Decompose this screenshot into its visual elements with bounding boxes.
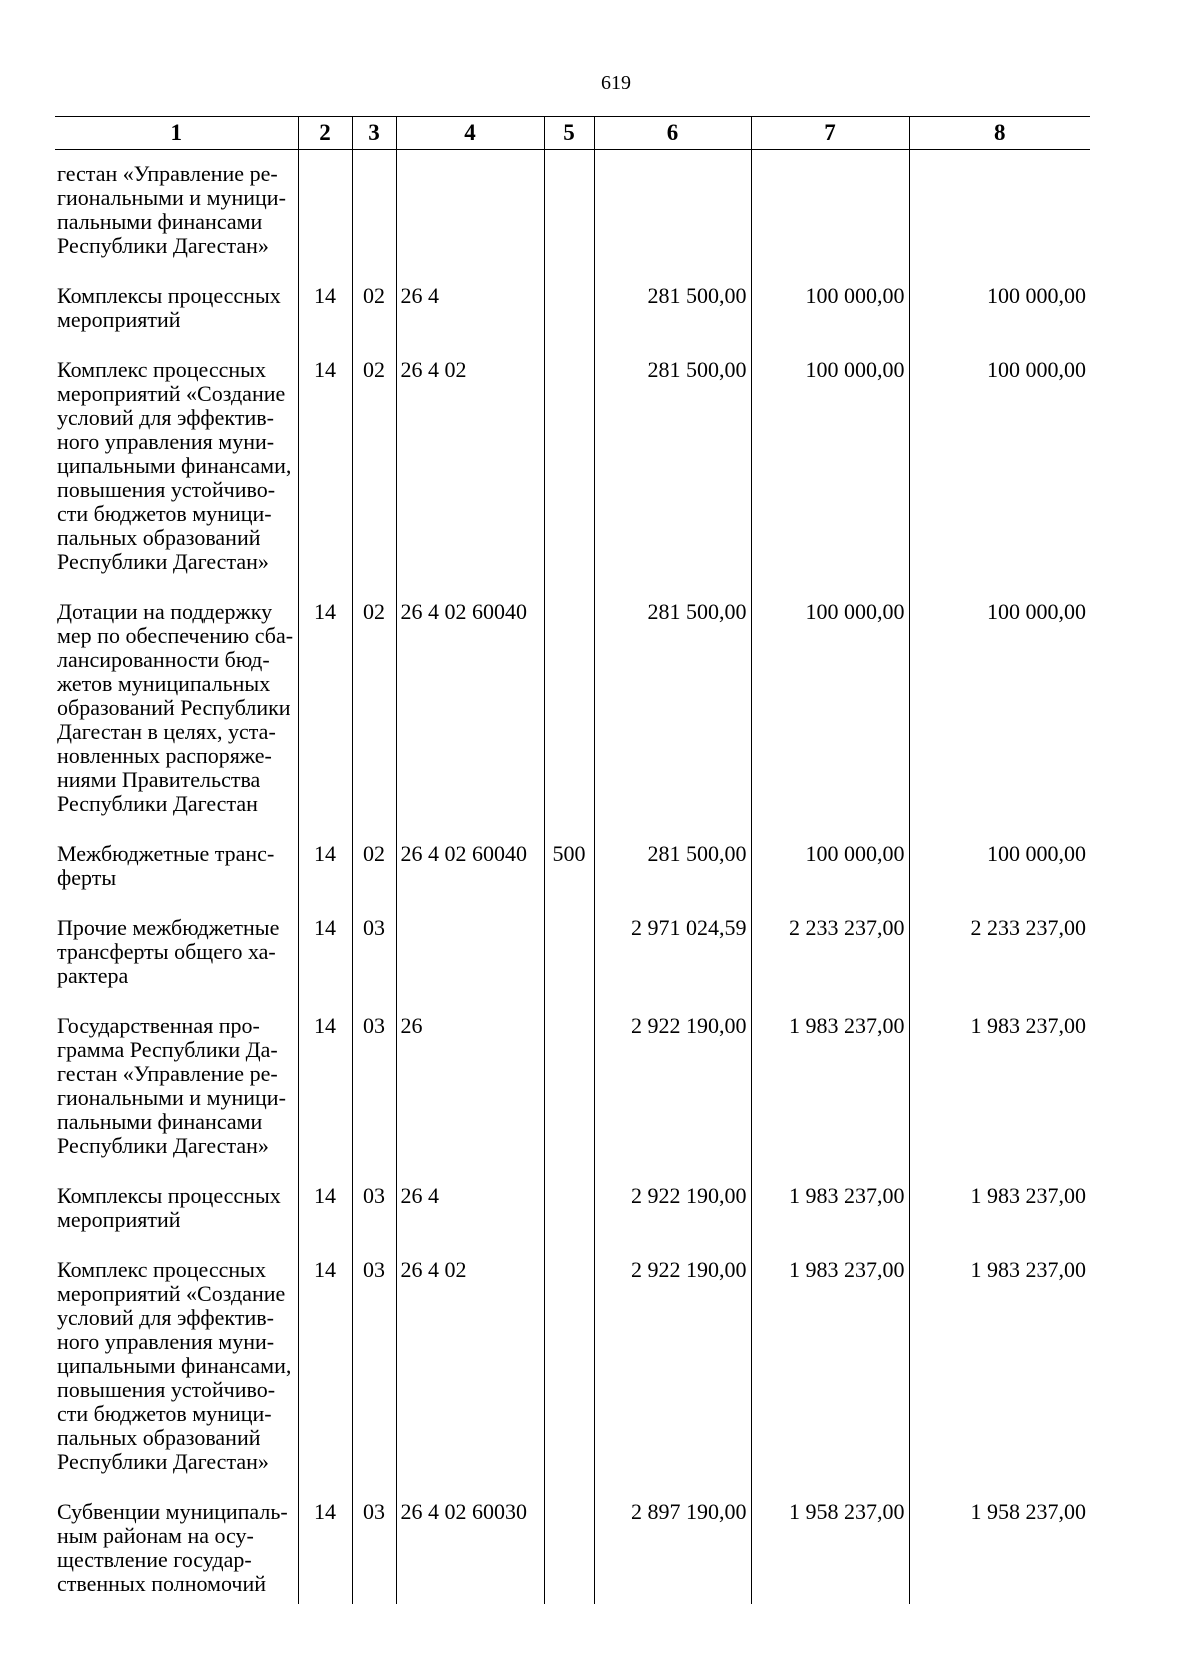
row-amount-col6-cell: 281 500,00: [594, 574, 751, 816]
row-name-cell: Дотации на поддержку мер по обеспечению сба- лансированности бюд- жетов муниципальных образований Республики Дагестан в целях, уста- новленных распоряже- ниями Правительства Республики Дагестан: [57, 599, 294, 816]
header-col-8: 8: [909, 117, 1090, 150]
row-name-cell: Комплексы процессных мероприятий: [57, 283, 281, 332]
row-target-code-cell: [396, 150, 544, 259]
row-amount-col6-cell: 281 500,00: [594, 816, 751, 890]
row-subsection-cell: 02: [352, 258, 396, 332]
header-col-5: 5: [544, 117, 594, 150]
row-target-code-cell: 26 4 02 60030: [396, 1474, 544, 1604]
row-subsection-cell: 03: [352, 1474, 396, 1604]
row-section-cell: 14: [298, 816, 352, 890]
table-row: [55, 890, 1090, 988]
row-amount-col7-cell: 100 000,00: [751, 574, 909, 816]
row-amount-col8-cell: 100 000,00: [909, 816, 1090, 890]
row-amount-col6-cell: 2 922 190,00: [594, 1158, 751, 1232]
row-amount-col6-cell: 2 922 190,00: [594, 1232, 751, 1474]
row-amount-col8-cell: 100 000,00: [909, 258, 1090, 332]
table-row: [55, 332, 1090, 574]
row-section-cell: 14: [298, 890, 352, 988]
row-amount-col8-cell: 1 958 237,00: [909, 1474, 1090, 1604]
row-amount-col7-cell: 1 983 237,00: [751, 988, 909, 1158]
row-expense-type-cell: [544, 1474, 594, 1604]
row-target-code-cell: 26 4 02 60040: [396, 816, 544, 890]
row-amount-col8-cell: 1 983 237,00: [909, 1232, 1090, 1474]
row-amount-col8-cell: [909, 150, 1090, 259]
row-target-code-cell: 26 4 02: [396, 1232, 544, 1474]
header-col-6: 6: [594, 117, 751, 150]
row-amount-col7-cell: 1 958 237,00: [751, 1474, 909, 1604]
table-row: [55, 1474, 1090, 1604]
row-amount-col8-cell: 2 233 237,00: [909, 890, 1090, 988]
row-amount-col8-cell: 1 983 237,00: [909, 988, 1090, 1158]
row-name-cell: Субвенции муниципаль- ным районам на осу- ществление государ- ственных полномочий: [57, 1499, 288, 1596]
row-amount-col7-cell: 1 983 237,00: [751, 1232, 909, 1474]
row-amount-col7-cell: 2 233 237,00: [751, 890, 909, 988]
row-name-cell: Государственная про- грамма Республики Да- гестан «Управление ре- гиональными и муници- пальными финансами Республики Дагестан»: [57, 1013, 286, 1158]
row-amount-col6-cell: 2 971 024,59: [594, 890, 751, 988]
row-section-cell: 14: [298, 1232, 352, 1474]
row-section-cell: 14: [298, 332, 352, 574]
row-target-code-cell: 26 4 02: [396, 332, 544, 574]
header-col-1: 1: [55, 117, 298, 150]
row-amount-col7-cell: 100 000,00: [751, 332, 909, 574]
row-section-cell: [298, 150, 352, 259]
row-section-cell: 14: [298, 258, 352, 332]
table-row: [55, 150, 1090, 259]
row-name-cell: Комплекс процессных мероприятий «Создание условий для эффектив- ного управления муни- ципальными финансами, повышения устойчиво- сти бюджетов муници- пальных образований Республики Дагестан»: [57, 357, 292, 574]
row-name-cell: Комплекс процессных мероприятий «Создание условий для эффектив- ного управления муни- ципальными финансами, повышения устойчиво- сти бюджетов муници- пальных образований Республики Дагестан»: [57, 1257, 292, 1474]
row-amount-col7-cell: 100 000,00: [751, 258, 909, 332]
row-target-code-cell: 26: [396, 988, 544, 1158]
header-col-7: 7: [751, 117, 909, 150]
row-amount-col7-cell: [751, 150, 909, 259]
row-amount-col8-cell: 100 000,00: [909, 574, 1090, 816]
row-amount-col6-cell: 281 500,00: [594, 258, 751, 332]
header-row: [55, 117, 1090, 150]
row-subsection-cell: 02: [352, 816, 396, 890]
row-target-code-cell: 26 4: [396, 258, 544, 332]
header-col-3: 3: [352, 117, 396, 150]
row-expense-type-cell: [544, 574, 594, 816]
header-col-2: 2: [298, 117, 352, 150]
row-amount-col6-cell: 2 922 190,00: [594, 988, 751, 1158]
row-amount-col6-cell: 2 897 190,00: [594, 1474, 751, 1604]
table-row: [55, 1158, 1090, 1232]
row-amount-col6-cell: [594, 150, 751, 259]
budget-table: [55, 116, 1090, 1604]
row-expense-type-cell: [544, 258, 594, 332]
table-row: [55, 258, 1090, 332]
table-row: [55, 816, 1090, 890]
row-expense-type-cell: [544, 1232, 594, 1474]
row-expense-type-cell: [544, 150, 594, 259]
table-body: [55, 150, 1090, 1605]
row-amount-col6-cell: 281 500,00: [594, 332, 751, 574]
row-expense-type-cell: [544, 1158, 594, 1232]
row-section-cell: 14: [298, 988, 352, 1158]
header-col-4: 4: [396, 117, 544, 150]
row-target-code-cell: [396, 890, 544, 988]
row-section-cell: 14: [298, 574, 352, 816]
row-subsection-cell: 02: [352, 332, 396, 574]
table-row: [55, 988, 1090, 1158]
row-subsection-cell: 03: [352, 1158, 396, 1232]
row-target-code-cell: 26 4 02 60040: [396, 574, 544, 816]
row-expense-type-cell: 500: [544, 816, 594, 890]
table-row: [55, 1232, 1090, 1474]
row-name-cell: Межбюджетные транс- ферты: [57, 841, 275, 890]
row-subsection-cell: 02: [352, 574, 396, 816]
row-subsection-cell: 03: [352, 988, 396, 1158]
row-amount-col8-cell: 100 000,00: [909, 332, 1090, 574]
row-amount-col8-cell: 1 983 237,00: [909, 1158, 1090, 1232]
row-target-code-cell: 26 4: [396, 1158, 544, 1232]
row-subsection-cell: 03: [352, 890, 396, 988]
row-amount-col7-cell: 1 983 237,00: [751, 1158, 909, 1232]
row-subsection-cell: [352, 150, 396, 259]
row-subsection-cell: 03: [352, 1232, 396, 1474]
row-name-cell: гестан «Управление ре- гиональными и муници- пальными финансами Республики Дагестан»: [57, 161, 286, 258]
page-number: 619: [601, 72, 631, 94]
row-name-cell: Комплексы процессных мероприятий: [57, 1183, 281, 1232]
row-expense-type-cell: [544, 890, 594, 988]
row-name-cell: Прочие межбюджетные трансферты общего ха- рактера: [57, 915, 280, 988]
row-amount-col7-cell: 100 000,00: [751, 816, 909, 890]
row-section-cell: 14: [298, 1474, 352, 1604]
row-expense-type-cell: [544, 988, 594, 1158]
row-expense-type-cell: [544, 332, 594, 574]
table-row: [55, 574, 1090, 816]
row-section-cell: 14: [298, 1158, 352, 1232]
